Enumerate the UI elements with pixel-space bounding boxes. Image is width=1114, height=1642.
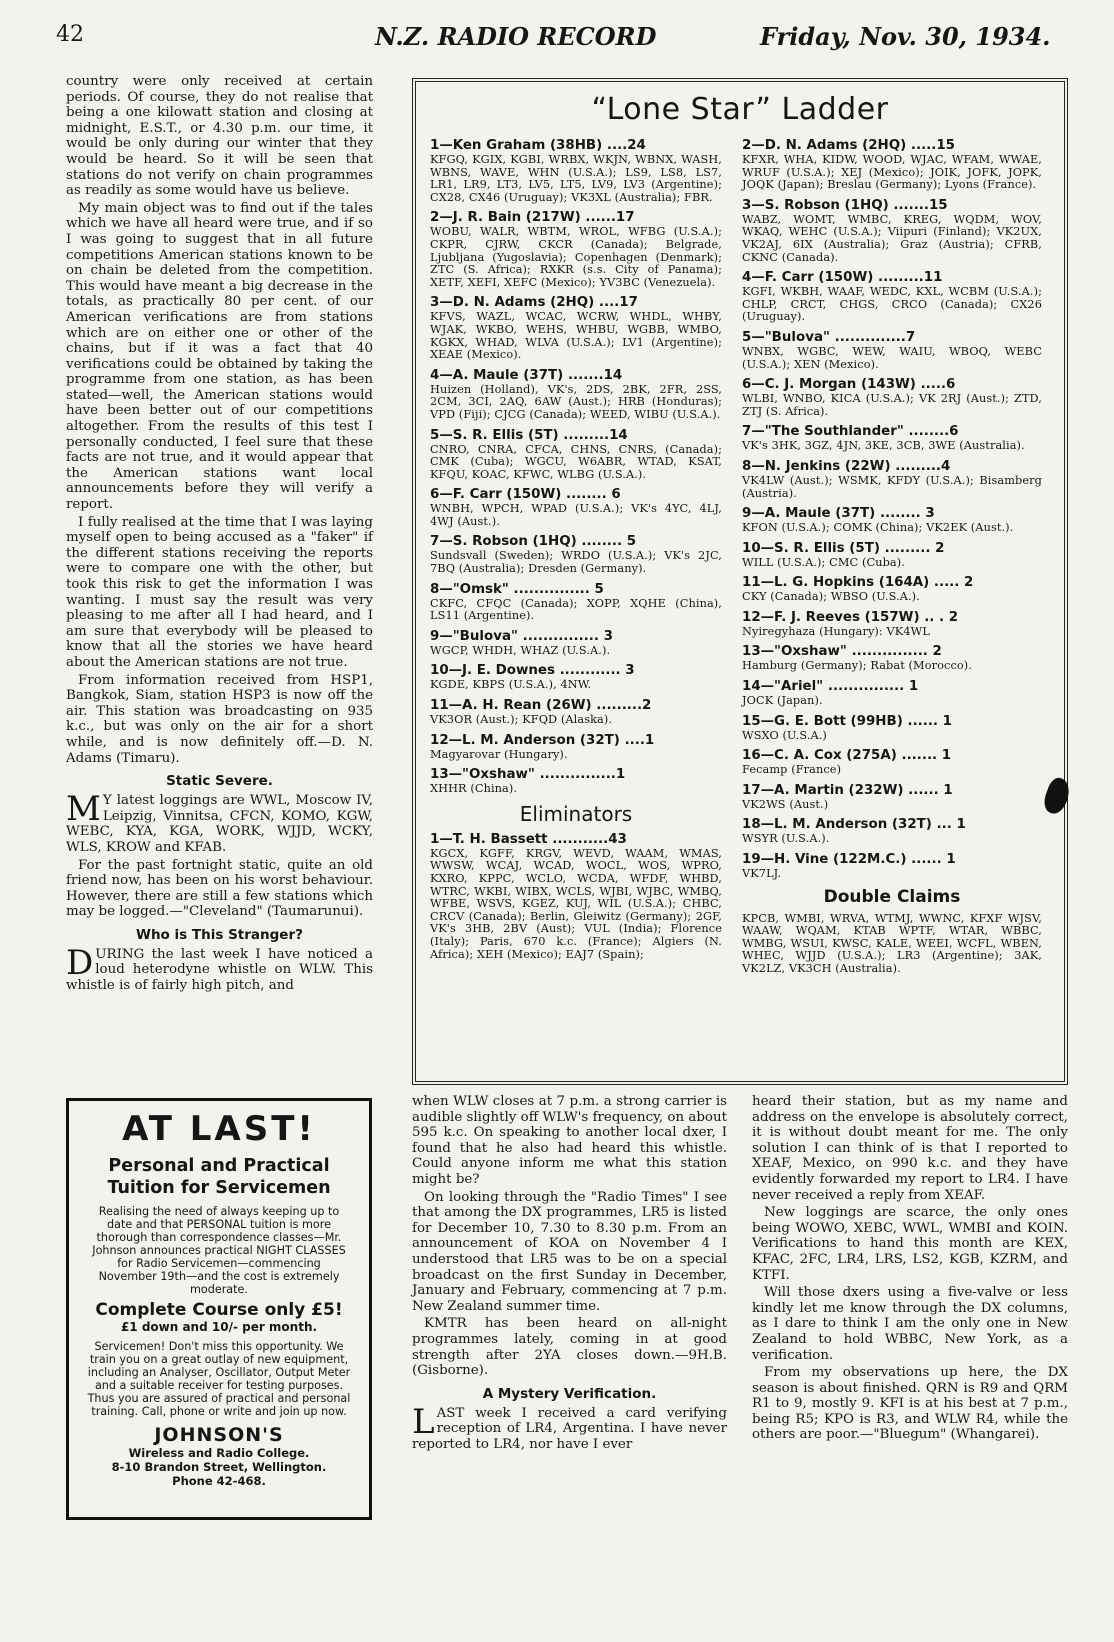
entry-stations: WILL (U.S.A.); CMC (Cuba). [742,555,905,569]
ladder-entry [742,714,1042,743]
article-paragraph: My main object was to find out if the tales which we have all heard were true, and if so I was going to suggest that in all future competitions American stations known to be on chain be deleted from the competition. This would have meant a big decrease in the totals, as practically 80 per cent. of our American verifications are from stations which are on either one or other of the chains, but if it was a fact that 40 verifications could be obtained by taking the programme from one station, as has been stated—well, the American stations would have been better out of our competitions altogether. From the results of this test I personally conducted, I feel sure that these facts are not true, and it would appear that the American stations want local announcements before they will verify a report. [66,200,373,513]
article-paragraph: Will those dxers using a five-valve or less kindly let me know through the DX columns, as I dare to think I am the only one in New Zealand to hold WBBC, New York, as a verification. [752,1285,1068,1363]
entry-name-score: 4—F. Carr (150W) .........11 [742,270,943,286]
page-number: 42 [56,22,84,47]
ladder-entry [430,210,722,289]
entry-stations: Fecamp (France) [742,763,842,777]
mystery-heading: A Mystery Verification. [482,1385,657,1402]
ladder-entry [742,424,1042,453]
ad-address: 8-10 Brandon Street, Wellington. [111,1460,327,1474]
ladder-entry [742,377,1042,418]
entry-stations: WABZ, WOMT, WMBC, KREG, WQDM, WOV, WKAQ, WEHC (U.S.A.); Viipuri (Finland); VK2UX, VK2AJ, 6IX (Australia); Graz (Austria); CFRB, CKNC (Canada). [742,212,1042,264]
ad-subtitle: Personal and Practical [108,1156,330,1176]
ladder-column-b [742,138,1042,982]
entry-name-score: 19—H. Vine (122M.C.) ...... 1 [742,852,956,868]
ladder-entry [430,138,722,204]
entry-name-score: 14—"Ariel" ............... 1 [742,679,919,695]
article-paragraph: when WLW closes at 7 p.m. a strong carrier is audible slightly off WLW's frequency, on about 595 k.c. On speaking to another local dxer, I found that he also had heard this whistle. Could anyone inform me what this station might be? [412,1094,727,1187]
ladder-entry [430,368,722,422]
ladder-entry [742,748,1042,777]
double-claims-title: Double Claims [823,886,961,907]
entry-stations: VK7LJ. [742,867,782,881]
entry-name-score: 10—S. R. Ellis (5T) ......... 2 [742,540,945,556]
ad-offer: Complete Course only £5! [95,1300,343,1320]
article-paragraph: New loggings are scarce, the only ones being WOWO, XEBC, WWL, WMBI and KOIN. Verifications to hand this month are KEX, KFAC, 2FC, LR4, LRS, LS2, KGB, KZRM, and KTFI. [752,1205,1068,1283]
ad-subtitle: Tuition for Servicemen [107,1178,331,1198]
ladder-entry [742,852,1042,881]
entry-name-score: 11—L. G. Hopkins (164A) ..... 2 [742,575,974,591]
entry-stations: KGFI, WKBH, WAAF, WEDC, KXL, WCBM (U.S.A.); CHLP, CRCT, CHGS, CRCO (Canada); CX26 (Uruguay). [742,285,1042,324]
ladder-entry [742,679,1042,708]
entry-name-score: 2—D. N. Adams (2HQ) .....15 [742,138,955,153]
eliminators-title: Eliminators [519,801,633,826]
ladder-entry [742,270,1042,324]
entry-name-score: 17—A. Martin (232W) ...... 1 [742,782,953,798]
article-paragraph: country were only received at certain periods. Of course, they do not realise that being a one kilowatt station and closing at midnight, E.S.T., or 4.30 p.m. our time, it would be only during our winter that they would be heard. So it will be seen that stations do not verify on chain programmes as readily as some would have us believe. [66,74,373,199]
ladder-entry [430,663,722,692]
ladder-entry [430,767,722,796]
entry-name-score: 7—S. Robson (1HQ) ........ 5 [430,534,637,550]
entry-name-score: 4—A. Maule (37T) .......14 [430,367,623,383]
entry-name-score: 8—"Omsk" ............... 5 [430,581,604,597]
entry-stations: Hamburg (Germany); Rabat (Morocco). [742,659,972,673]
ladder-entry [430,629,722,658]
bottom-middle-column [412,1094,727,1454]
entry-name-score: 3—D. N. Adams (2HQ) ....17 [430,295,638,311]
article-paragraph: From my observations up here, the DX season is about finished. QRN is R9 and QRM R1 to 9, mostly 9. KFI is at his best at 7 p.m., being R5; KPO is R3, and WLW R4, while the others are poor.—"Bluegum" (Whangarei). [752,1365,1068,1443]
entry-name-score: 7—"The Southlander" ........6 [742,424,959,440]
article-paragraph: From information received from HSP1, Bangkok, Siam, station HSP3 is now off the air. This station was broadcasting on 935 k.c., but was only on the air for a short while, and is now definitely off.—D. N. Adams (Timaru). [66,672,373,766]
entry-stations: WNBX, WGBC, WEW, WAIU, WBOQ, WEBC (U.S.A.); XEN (Mexico). [742,344,1042,371]
entry-name-score: 5—S. R. Ellis (5T) .........14 [430,427,628,443]
entry-stations: CKY (Canada); WBSO (U.S.A.). [742,590,920,604]
ladder-entry [742,330,1042,371]
entry-stations: KGCX, KGFF, KRGV, WEVD, WAAM, WMAS, WWSW, WCAJ, WCAD, WOCL, WOS, WPRO, KXRO, KPPC, WCLO, WCDA, WFDF, WHBD, WTRC, WKBI, WIBX, WCLS, WJBI, WJBC, WMBQ, WFBE, WSVS, KGEZ, KUJ, WIL (U.S.A.); CHBC, CRCV (Canada); Berlin, Gleiwitz (Germany); 2GF, VK's 3HB, 2BV (Aust); VUL (India); Florence (Italy); Paris, 670 k.c. (France); Algiers (N. Africa); XEH (Mexico); EAJ7 (Spain); [430,846,722,961]
entry-stations: KFXR, WHA, KIDW, WOOD, WJAC, WFAM, WWAE, WRUF (U.S.A.); XEJ (Mexico); JOIK, JOFK, JOPK, JOQK (Japan); Breslau (Germany); Lyons (France). [742,153,1042,192]
entry-name-score: 13—"Oxshaw" ............... 2 [742,644,942,660]
bottom-right-column [752,1094,1068,1445]
ladder-entry [742,644,1042,673]
entry-name-score: 8—N. Jenkins (22W) .........4 [742,458,951,474]
lone-star-ladder-box [412,78,1068,1085]
entry-name-score: 6—C. J. Morgan (143W) .....6 [742,377,956,393]
entry-stations: XHHR (China). [430,782,518,796]
entry-stations: WSXO (U.S.A.) [742,728,827,742]
entry-name-score: 12—L. M. Anderson (32T) ....1 [430,732,655,748]
entry-name-score: 1—T. H. Bassett ...........43 [430,831,627,847]
drop-cap: D [66,942,94,983]
ladder-entry [742,198,1042,264]
entry-stations: Magyarovar (Hungary). [430,747,568,761]
ladder-entry [430,698,722,727]
issue-date: Friday, Nov. 30, 1934. [760,22,1051,51]
ladder-entry [430,832,722,961]
entry-name-score: 1—Ken Graham (38HB) ....24 [430,138,646,153]
article-paragraph: I fully realised at the time that I was laying myself open to being accused as a "faker" if the different stations receiving the reports were to compare one with the other, but took this risk to get the information I was wanting. I must say the result was very pleasing to me after all I had heard, and I am sure that everybody will be pleased to know that all the stories we have heard about the American stations are not true. [66,514,373,670]
entry-stations: CKFC, CFQC (Canada); XOPP, XQHE (China), LS11 (Argentine). [430,596,722,623]
entry-stations: WSYR (U.S.A.). [742,832,830,846]
ad-terms: £1 down and 10/- per month. [120,1320,318,1334]
ladder-entry [742,506,1042,535]
entry-stations: JOCK (Japan). [742,694,823,708]
drop-cap: L [412,1401,435,1442]
entry-stations: Huizen (Holland), VK's, 2DS, 2BK, 2FR, 2SS, 2CM, 3CI, 2AQ, 6AW (Aust.); HRB (Honduras); VPD (Fiji); CJCG (Canada); WEED, WIBU (U.S.A.). [430,382,722,421]
ladder-column-a [430,138,722,967]
entry-stations: VK3OR (Aust.); KFQD (Alaska). [430,713,613,727]
entry-name-score: 9—"Bulova" ............... 3 [430,628,613,644]
entry-stations: WLBI, WNBO, KICA (U.S.A.); VK 2RJ (Aust.); ZTD, ZTJ (S. Africa). [742,392,1042,418]
stranger-heading: Who is This Stranger? [136,926,303,943]
article-paragraph: KMTR has been heard on all-night programmes lately, coming in at good strength after 2YA closes down.—9H.B. (Gisborne). [412,1316,727,1379]
entry-name-score: 5—"Bulova" ..............7 [742,329,916,345]
entry-stations: CNRO, CNRA, CFCA, CHNS, CNRS, (Canada); CMK (Cuba); WGCU, W6ABR, WTAD, KSAT, KFQU, KOAC, KFWC, WLBG (U.S.A.). [430,442,722,481]
entry-name-score: 3—S. Robson (1HQ) .......15 [742,197,948,213]
left-column [66,74,373,996]
ad-company: JOHNSON'S [154,1424,284,1446]
drop-cap: M [66,789,101,830]
ladder-entry [742,817,1042,846]
ad-college: Wireless and Radio College. [128,1446,310,1460]
static-severe-heading: Static Severe. [166,773,273,790]
entry-stations: Sundsvall (Sweden); WRDO (U.S.A.); VK's 2JC, 7BQ (Australia); Dresden (Germany). [430,549,722,576]
ad-phone: Phone 42-468. [172,1474,266,1488]
entry-name-score: 11—A. H. Rean (26W) .........2 [430,698,652,714]
entry-name-score: 2—J. R. Bain (217W) ......17 [430,210,635,226]
entry-name-score: 16—C. A. Cox (275A) ....... 1 [742,748,952,764]
ladder-entry [430,534,722,575]
ladder-entry [430,295,722,361]
ladder-entry [742,783,1042,812]
ladder-entry [742,541,1042,570]
ladder-entry [742,610,1042,639]
ladder-entry [742,575,1042,604]
entry-name-score: 13—"Oxshaw" ...............1 [430,767,626,783]
ladder-entry [742,138,1042,192]
entry-name-score: 12—F. J. Reeves (157W) .. . 2 [742,609,959,625]
entry-name-score: 10—J. E. Downes ............ 3 [430,663,635,679]
article-paragraph: For the past fortnight static, quite an old friend now, has been on his worst behaviour. However, there are still a few stations which may be logged.—"Cleveland" (Taumarunui). [66,857,373,920]
ladder-entry [430,582,722,623]
entry-stations: KFVS, WAZL, WCAC, WCRW, WHDL, WHBY, WJAK, WKBO, WEHS, WHBU, WGBB, WMBO, KGKX, WHAD, WLVA (U.S.A.); LV1 (Argentine); XEAE (Mexico). [430,310,722,362]
entry-stations: WNBH, WPCH, WPAD (U.S.A.); VK's 4YC, 4LJ, 4WJ (Aust.). [430,502,722,528]
entry-name-score: 6—F. Carr (150W) ........ 6 [430,487,621,503]
publication-title: N.Z. RADIO RECORD [375,22,657,51]
entry-stations: VK2WS (Aust.) [742,797,829,811]
article-paragraph: On looking through the "Radio Times" I see that among the DX programmes, LR5 is listed for December 10, 7.30 to 8.30 p.m. From an announcement of KOA on November 4 I understood that LR5 was to be on a special broadcast on the first Sunday in December, January and February, commencing at 7 p.m. New Zealand summer time. [412,1189,727,1314]
ladder-entry [742,459,1042,500]
entry-stations: KGDE, KBPS (U.S.A.), 4NW. [430,678,592,692]
double-claims-list: KPCB, WMBI, WRVA, WTMJ, WWNC, KFXF WJSV, WAAW, WQAM, KTAB WPTF, WTAR, WBBC, WMBG, WSUI, KWSC, KALE, WEEI, WCFL, WBEN, WHEC, WJJD (U.S.A.); LR3 (Argentine); 3AK, VK2LZ, VK3CH (Australia). [742,911,1042,975]
article-paragraph: LAST week I received a card verifying reception of LR4, Argentina. I have never reported to LR4, nor have I ever [412,1401,727,1452]
ad-title: AT LAST! [122,1109,316,1149]
ad-body: Servicemen! Don't miss this opportunity. We train you on a great outlay of new equipment, including an Analyser, Oscillator, Output Meter and a suitable receiver for testing purposes. Thus you are assured of practical and personal training. Call, phone or write and join up now. [87,1340,351,1418]
article-paragraph: DURING the last week I have noticed a loud heterodyne whistle on WLW. This whistle is of fairly high pitch, and [66,942,373,994]
entry-stations: VK's 3HK, 3GZ, 4JN, 3KE, 3CB, 3WE (Australia). [742,439,1025,453]
entry-stations: Nyiregyhaza (Hungary): VK4WL [742,624,930,638]
entry-name-score: 18—L. M. Anderson (32T) ... 1 [742,817,966,833]
entry-stations: KFGQ, KGIX, KGBI, WRBX, WKJN, WBNX, WASH, WBNS, WAVE, WHN (U.S.A.); LS9, LS8, LS7, LR1, LR9, LT3, LV5, LT5, LV9, LV3 (Argentine); CX28, CX46 (Uruguay); VK3XL (Australia); FBR. [430,153,722,204]
article-paragraph: heard their station, but as my name and address on the envelope is absolutely correct, it is without doubt meant for me. The only solution I can think of is that I reported to XEAF, Mexico, on 990 k.c. and they have evidently forwarded my report to LR4. I have never received a reply from XEAF. [752,1094,1068,1203]
ladder-entry [430,487,722,528]
ladder-entry [430,428,722,482]
ladder-title: “Lone Star” Ladder [591,92,889,127]
entry-name-score: 15—G. E. Bott (99HB) ...... 1 [742,713,952,729]
entry-stations: WGCP, WHDH, WHAZ (U.S.A.). [430,643,611,657]
ad-body: Realising the need of always keeping up to date and that PERSONAL tuition is more thorough than correspondence classes—Mr. Johnson announces practical NIGHT CLASSES for Radio Servicemen—commencing November 19th—and the cost is extremely moderate. [92,1205,346,1296]
entry-name-score: 9—A. Maule (37T) ........ 3 [742,506,935,522]
ladder-entry [430,733,722,762]
entry-stations: WOBU, WALR, WBTM, WROL, WFBG (U.S.A.); CKPR, CJRW, CKCR (Canada); Belgrade, Ljubljana (Yugoslavia); Copenhagen (Denmark); ZTC (S. Africa); RXKR (s.s. City of Panama); XETF, XEFI, XEFC (Mexico); YV3BC (Venezuela). [430,225,722,289]
article-paragraph: M Y latest loggings are WWL, Moscow IV, Leipzig, Vinnitsa, CFCN, KOMO, KGW, WEBC, KYA, KGA, WORK, WJJD, WCKY, WLS, KROW and KFAB. [66,789,373,855]
entry-stations: KFON (U.S.A.); COMK (China); VK2EK (Aust.). [742,521,1014,535]
johnsons-advertisement [66,1098,372,1520]
entry-stations: VK4LW (Aust.); WSMK, KFDY (U.S.A.); Bisamberg (Austria). [742,473,1042,500]
